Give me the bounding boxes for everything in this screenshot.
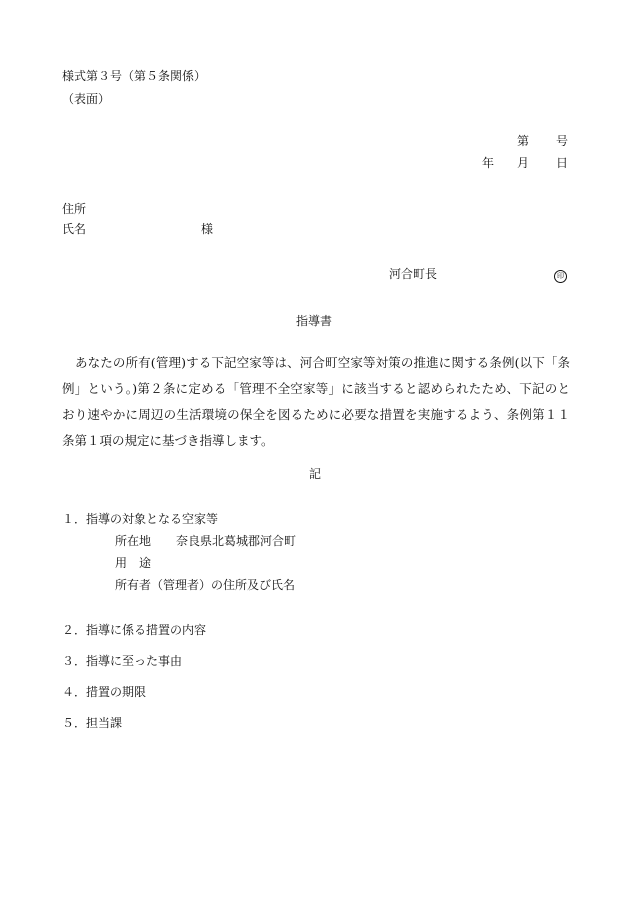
date-year: 年 — [482, 156, 495, 170]
list-item-2-label: 指導に係る措置の内容 — [86, 623, 207, 637]
location-value: 奈良県北葛城郡河合町 — [176, 534, 297, 548]
ki-heading: 記 — [309, 467, 322, 481]
list-item-4-number: ４． — [62, 685, 87, 699]
list-item-1-number: １． — [62, 512, 87, 526]
form-number-label: 様式第３号（第５条関係） — [62, 69, 207, 83]
recipient-honorific: 様 — [201, 222, 214, 236]
issuer-title: 河合町長 — [389, 267, 438, 281]
owner-label: 所有者（管理者）の住所及び氏名 — [115, 578, 296, 592]
list-item-5-label: 担当課 — [86, 716, 123, 730]
list-item-1-label: 指導の対象となる空家等 — [86, 512, 219, 526]
date-day: 日 — [556, 156, 569, 170]
date-month: 月 — [517, 156, 530, 170]
location-label: 所在地 — [115, 534, 152, 548]
list-item-4-label: 措置の期限 — [86, 685, 147, 699]
issuer-seal-mark — [554, 268, 567, 283]
document-number-go: 号 — [556, 134, 569, 148]
document-number-dai: 第 — [517, 134, 530, 148]
use-label: 用 途 — [115, 556, 152, 570]
recipient-address-label: 住所 — [62, 202, 87, 216]
document-title: 指導書 — [296, 314, 333, 328]
list-item-5-number: ５． — [62, 716, 87, 730]
document-body: あなたの所有(管理)する下記空家等は、河合町空家等対策の推進に関する条例(以下「条例」という。)第２条に定める「管理不全空家等」に該当すると認められたため、下記のとおり速やかに周辺の生活環境の保全を図るために必要な措置を実施するよう、条例第１１条第１項の規定に基づき指導します。 — [62, 355, 570, 448]
side-label: （表面） — [62, 92, 111, 106]
list-item-2-number: ２． — [62, 623, 87, 637]
recipient-name-label: 氏名 — [62, 222, 87, 236]
list-item-3-label: 指導に至った事由 — [86, 654, 183, 668]
seal-icon: 印 — [554, 270, 567, 283]
list-item-3-number: ３． — [62, 654, 87, 668]
